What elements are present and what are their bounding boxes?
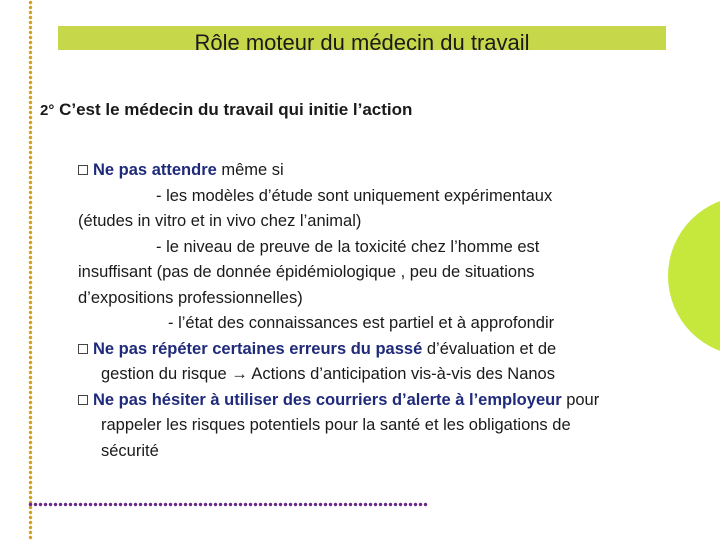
bullet-1-line-2: - les modèles d’étude sont uniquement expérimentaux bbox=[156, 186, 553, 205]
slide-subtitle bbox=[40, 100, 412, 120]
bullet-3-rest: pour bbox=[561, 390, 600, 409]
bullet-2-heading bbox=[78, 337, 718, 363]
bullet-1-heading bbox=[78, 158, 718, 184]
horizontal-dotted-divider bbox=[28, 502, 428, 507]
bullet-3-line-3: sécurité bbox=[101, 441, 159, 460]
vertical-dotted-border bbox=[28, 0, 33, 540]
bullet-1-line-3: (études in vitro et in vivo chez l’animal) bbox=[78, 212, 362, 230]
bullet-1-emphasis: Ne pas attendre bbox=[93, 161, 217, 179]
bullet-3-emphasis: Ne pas hésiter à utiliser des courriers d’alerte à l’employeur bbox=[93, 390, 562, 409]
bullet-list bbox=[78, 158, 718, 464]
checkbox-bullet-icon bbox=[78, 395, 88, 405]
bullet-2-line-2: gestion du risque → Actions d’anticipation vis-à-vis des Nanos bbox=[101, 365, 555, 383]
bullet-1-line-7: - l’état des connaissances est partiel et à approfondir bbox=[168, 314, 555, 332]
bullet-1-line-5: insuffisant (pas de donnée épidémiologique , peu de situations bbox=[78, 263, 535, 281]
bullet-1-rest: même si bbox=[216, 161, 284, 179]
bullet-2-rest: d’évaluation et de bbox=[422, 339, 557, 358]
bullet-1-line-4: - le niveau de preuve de la toxicité chez l’homme est bbox=[156, 237, 540, 256]
subtitle-text: C’est le médecin du travail qui initie l’action bbox=[59, 100, 413, 119]
checkbox-bullet-icon bbox=[78, 165, 88, 175]
subtitle-number: 2° bbox=[40, 102, 55, 119]
slide-title: Rôle moteur du médecin du travail bbox=[194, 30, 530, 55]
bullet-2-emphasis: Ne pas répéter certaines erreurs du passé bbox=[93, 339, 423, 358]
bullet-3-heading bbox=[78, 388, 718, 414]
bullet-3-line-2: rappeler les risques potentiels pour la santé et les obligations de bbox=[101, 416, 571, 434]
bullet-1-line-6: d’expositions professionnelles) bbox=[78, 288, 303, 307]
checkbox-bullet-icon bbox=[78, 344, 88, 354]
